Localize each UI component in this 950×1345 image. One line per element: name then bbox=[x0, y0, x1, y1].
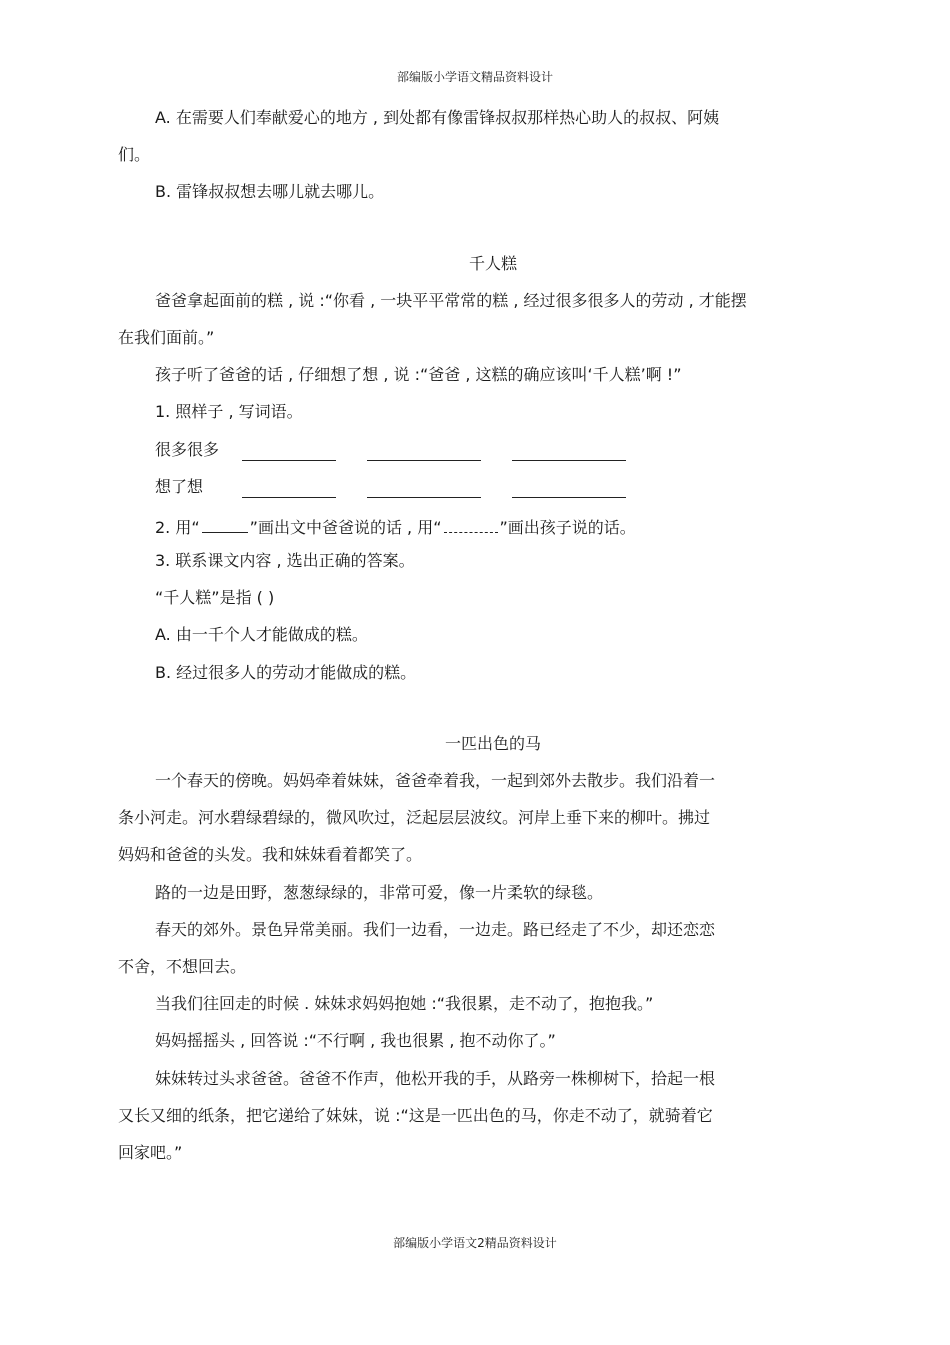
answer-blank[interactable] bbox=[242, 473, 336, 498]
question-3-option-b[interactable]: B. 经过很多人的劳动才能做成的糕。 bbox=[155, 662, 417, 682]
fill-row-1-label: 很多很多 bbox=[155, 439, 220, 459]
option-a-line1: A. 在需要人们奉献爱心的地方 , 到处都有像雷锋叔叔那样热心助人的叔叔、阿姨 bbox=[155, 108, 720, 127]
passage3-p6-line1: 妹妹转过头求爸爸。爸爸不作声，他松开我的手，从路旁一株柳树下，拾起一根 bbox=[155, 1068, 716, 1088]
passage3-p6-line3: 回家吧。” bbox=[118, 1142, 183, 1162]
fill-row-2-label: 想了想 bbox=[155, 476, 204, 496]
passage2-para1-line1: 爸爸拿起面前的糕 , 说 :“你看 , 一块平平常常的糕 , 经过很多很多人的劳动 , 才能摆 bbox=[155, 290, 747, 310]
question-3-option-a[interactable]: A. 由一千个人才能做成的糕。 bbox=[155, 625, 368, 645]
answer-blank[interactable] bbox=[242, 436, 336, 461]
section-gap bbox=[118, 696, 838, 730]
passage3-p1-line1: 一个春天的傍晚。妈妈牵着妹妹，爸爸牵着我，一起到郊外去散步。我们沿着一 bbox=[155, 771, 716, 790]
passage2-para1-line2: 在我们面前。” bbox=[118, 327, 215, 347]
passage3-p6-line2: 又长又细的纸条，把它递给了妹妹，说 :“这是一匹出色的马，你走不动了，就骑着它 bbox=[118, 1105, 713, 1125]
passage3-p1-line3: 妈妈和爸爸的头发。我和妹妹看着都笑了。 bbox=[118, 845, 423, 865]
dashed-underline-mark bbox=[444, 510, 498, 533]
option-b: B. 雷锋叔叔想去哪儿就去哪儿。 bbox=[155, 182, 385, 202]
passage3-p1-line2: 条小河走。河水碧绿碧绿的，微风吹过，泛起层层波纹。河岸上垂下来的柳叶。拂过 bbox=[118, 808, 711, 828]
question-3: 3. 联系课文内容 , 选出正确的答案。 bbox=[155, 551, 415, 571]
passage3-p3-line2: 不舍，不想回去。 bbox=[118, 956, 247, 976]
page-footer: 部编版小学语文2精品资料设计 bbox=[393, 1236, 557, 1250]
passage3-p4: 当我们往回走的时候 . 妹妹求妈妈抱她 :“我很累，走不动了，抱抱我。” bbox=[155, 994, 654, 1014]
passage3-p2: 路的一边是田野，葱葱绿绿的，非常可爱，像一片柔软的绿毯。 bbox=[155, 882, 604, 902]
passage2-para2: 孩子听了爸爸的话 , 仔细想了想 , 说 :“爸爸 , 这糕的确应该叫‘千人糕’啊 !” bbox=[155, 365, 682, 385]
option-a-line2: 们。 bbox=[118, 145, 151, 165]
question-1: 1. 照样子 , 写词语。 bbox=[155, 402, 303, 422]
passage-title-horse: 一匹出色的马 bbox=[444, 733, 541, 753]
question-2 bbox=[118, 510, 838, 547]
solid-underline-mark bbox=[202, 510, 248, 533]
passage3-p3-line1: 春天的郊外。景色异常美丽。我们一边看，一边走。路已经走了不少，却还恋恋 bbox=[155, 919, 716, 939]
question-3-stem: “千人糕”是指 ( ) bbox=[155, 588, 275, 608]
passage3-p5: 妈妈摇摇头 , 回答说 :“不行啊 , 我也很累 , 抱不动你了。” bbox=[155, 1031, 556, 1051]
answer-blank[interactable] bbox=[512, 436, 626, 461]
worksheet-content bbox=[118, 104, 838, 1176]
answer-blank[interactable] bbox=[367, 436, 481, 461]
question-2-middle: ”画出文中爸爸说的话 , 用“ bbox=[249, 517, 442, 537]
question-2-before: 2. 用“ bbox=[155, 517, 200, 537]
fill-row-2 bbox=[118, 473, 838, 510]
question-2-after: ”画出孩子说的话。 bbox=[499, 517, 636, 537]
passage-title-qianrengao: 千人糕 bbox=[468, 253, 517, 273]
section-gap bbox=[118, 216, 838, 250]
answer-blank[interactable] bbox=[367, 473, 481, 498]
page-header: 部编版小学语文精品资料设计 bbox=[396, 70, 553, 84]
fill-row-1 bbox=[118, 436, 838, 473]
answer-blank[interactable] bbox=[512, 473, 626, 498]
